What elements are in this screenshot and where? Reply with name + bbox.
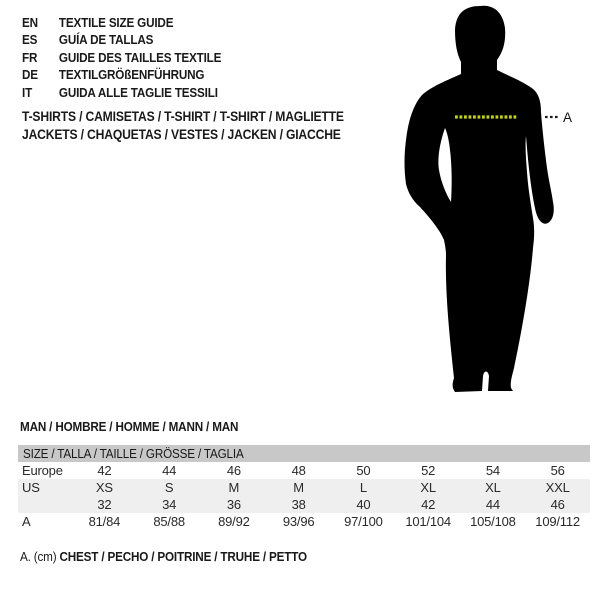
category-line-jackets: JACKETS / CHAQUETAS / VESTES / JACKEN / GIACCHE: [22, 126, 341, 142]
size-cell: M: [293, 480, 304, 495]
size-cell: L: [359, 480, 367, 495]
size-table-header: SIZE / TALLA / TAILLE / GRÖSSE / TAGLIA: [18, 445, 590, 462]
size-cell: 93/96: [282, 514, 315, 529]
size-cell: 46: [226, 463, 241, 478]
language-code: IT: [22, 84, 33, 100]
language-row: [22, 84, 221, 101]
size-row-chest-a: [18, 513, 590, 530]
size-cell: 81/84: [88, 514, 121, 529]
size-cell: 56: [550, 463, 565, 478]
size-cell: 36: [226, 497, 241, 512]
row-label: A: [22, 514, 31, 529]
language-row: [22, 14, 221, 31]
size-cell: 48: [291, 463, 306, 478]
size-cell: S: [164, 480, 174, 495]
language-label: TEXTILE SIZE GUIDE: [58, 15, 174, 30]
measurement-note: [20, 549, 339, 564]
category-list: [22, 108, 380, 143]
category-line-tshirts: T-SHIRTS / CAMISETAS / T-SHIRT / T-SHIRT / MAGLIETTE: [22, 109, 344, 124]
size-cell: 85/88: [153, 514, 185, 529]
measurement-note-text: CHEST / PECHO / POITRINE / TRUHE / PETTO: [56, 549, 307, 564]
size-cell: XL: [420, 480, 436, 495]
size-cell: 89/92: [218, 514, 250, 529]
size-cell: 101/104: [405, 514, 451, 529]
row-label: US: [22, 480, 40, 495]
size-cell: 44: [162, 463, 177, 478]
size-cell: M: [228, 480, 240, 495]
size-row-europe: [18, 462, 590, 479]
size-row-us-numeric: [18, 496, 590, 513]
size-cell: 38: [291, 497, 306, 512]
language-list: [22, 14, 243, 101]
row-label: Europe: [22, 463, 63, 478]
language-row: [22, 31, 221, 48]
size-cell: 32: [97, 497, 112, 512]
size-cell: XS: [95, 480, 113, 495]
measure-label-a: A: [563, 110, 573, 125]
language-code: FR: [22, 49, 38, 65]
man-silhouette-figure: [400, 0, 580, 400]
language-label: GUIDE DES TAILLES TEXTILE: [58, 49, 222, 65]
size-cell: 50: [356, 463, 371, 478]
size-cell: XXL: [545, 480, 570, 495]
language-code: EN: [22, 15, 38, 30]
language-label: TEXTILGRÖßENFÜHRUNG: [58, 67, 205, 83]
size-cell: 109/112: [535, 514, 580, 529]
size-cell: 46: [550, 497, 565, 512]
size-cell: 42: [97, 463, 112, 478]
size-cell: 44: [485, 497, 500, 512]
size-cell: 97/100: [344, 514, 383, 529]
man-silhouette: [405, 6, 554, 392]
language-code: DE: [22, 67, 38, 83]
size-row-us: [18, 479, 590, 496]
size-cell: 105/108: [470, 514, 516, 529]
language-code: ES: [22, 32, 38, 48]
language-row: [22, 49, 221, 66]
measurement-note-prefix: A. (cm): [20, 549, 57, 564]
language-row: [22, 66, 221, 83]
language-label: GUÍA DE TALLAS: [58, 32, 154, 48]
size-cell: 52: [421, 463, 436, 478]
size-cell: 40: [356, 497, 371, 512]
size-cell: XL: [485, 480, 501, 495]
section-title-man: MAN / HOMBRE / HOMME / MANN / MAN: [20, 419, 239, 434]
size-cell: 42: [421, 497, 436, 512]
size-table: [18, 445, 590, 530]
size-cell: 34: [162, 497, 177, 512]
size-cell: 54: [485, 463, 500, 478]
language-label: GUIDA ALLE TAGLIE TESSILI: [58, 84, 218, 100]
